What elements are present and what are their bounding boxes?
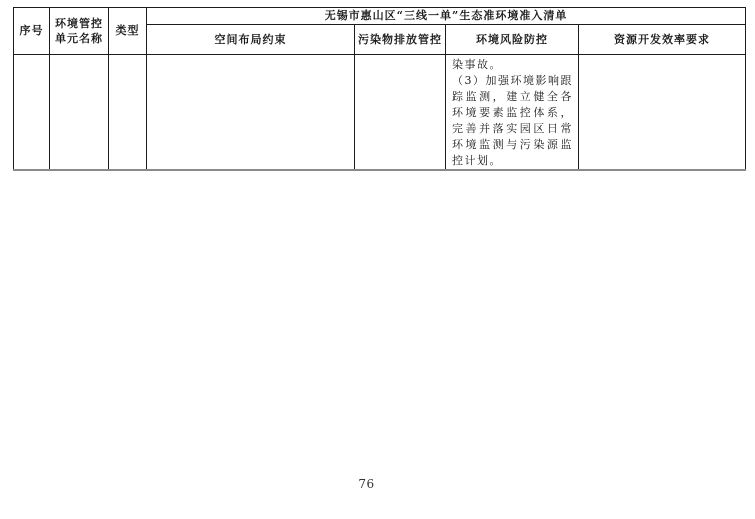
- column-header-unit-name-line1: 环境管控: [55, 17, 103, 30]
- column-header-type: 类型: [109, 8, 147, 55]
- risk-prevention-text-item3: （3）加强环境影响跟踪监测，建立健全各环境要素监控体系，完善并落实园区日常环境监测与污染源监控计划。: [452, 74, 573, 167]
- column-header-resource-requirement: 资源开发效率要求: [579, 25, 746, 55]
- column-header-unit-name: [50, 8, 109, 55]
- column-header-pollutant-control: 污染物排放管控: [355, 25, 446, 55]
- cell-risk-prevention: [446, 55, 579, 171]
- column-header-serial: 序号: [14, 8, 50, 55]
- eco-access-list-table: [13, 7, 746, 171]
- page-number: 76: [358, 477, 375, 491]
- cell-serial: [14, 55, 50, 171]
- risk-prevention-text-continuation: 染事故。: [452, 58, 502, 71]
- cell-resource-requirement: [579, 55, 746, 171]
- cell-pollutant-control: [355, 55, 446, 171]
- column-header-risk-prevention: 环境风险防控: [446, 25, 579, 55]
- table-span-title: 无锡市惠山区“三线一单”生态准环境准入清单: [147, 8, 746, 25]
- column-header-unit-name-line2: 单元名称: [55, 32, 103, 45]
- cell-type: [109, 55, 147, 171]
- column-header-spatial-constraint: 空间布局约束: [147, 25, 355, 55]
- cell-spatial-constraint: [147, 55, 355, 171]
- cell-unit-name: [50, 55, 109, 171]
